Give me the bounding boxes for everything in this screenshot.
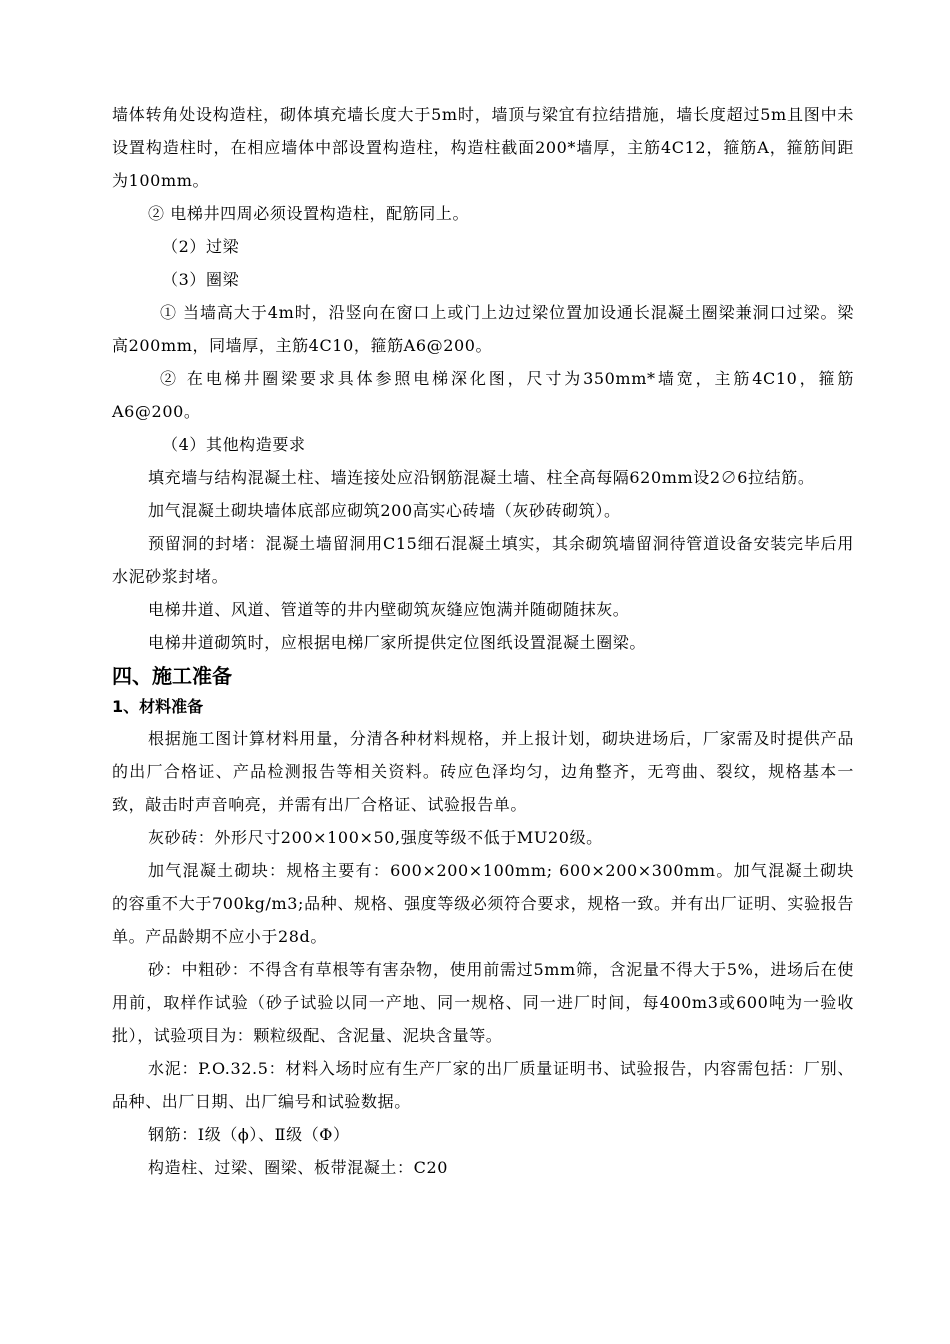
paragraph-shaft-mortar-joints: 电梯井道、风道、管道等的井内壁砌筑灰缝应饱满并随砌随抹灰。: [148, 600, 630, 619]
paragraph-sand: 砂：中粗砂：不得含有草根等有害杂物，使用前需过5mm筛，含泥量不得大于5%，进场后在使用前，取样作试验（砂子试验以同一产地、同一规格、同一进厂时间，每400m3或600吨为一验收批），试验项目为：颗粒级配、含泥量、泥块含量等。: [112, 960, 854, 1045]
paragraph-elevator-shaft-columns: ② 电梯井四周必须设置构造柱，配筋同上。: [148, 204, 470, 223]
paragraph-elevator-shaft-masonry: 电梯井道砌筑时，应根据电梯厂家所提供定位图纸设置混凝土圈梁。: [148, 633, 647, 652]
paragraph-solid-brick-base: 加气混凝土砌块墙体底部应砌筑200高实心砖墙（灰砂砖砌筑）。: [148, 501, 621, 520]
paragraph-hole-sealing: 预留洞的封堵：混凝土墙留洞用C15细石混凝土填实，其余砌筑墙留洞待管道设备安装完毕后用水泥砂浆封堵。: [112, 534, 854, 586]
paragraph-constructional-column: 墙体转角处设构造柱，砌体填充墙长度大于5m时，墙顶与梁宜有拉结措施，墙长度超过5m且图中未设置构造柱时，在相应墙体中部设置构造柱，构造柱截面200*墙厚，主筋4C12，箍筋A，箍筋间距为100mm。: [112, 105, 854, 190]
paragraph-aerated-block: 加气混凝土砌块：规格主要有：600×200×100mm; 600×200×300mm。加气混凝土砌块的容重不大于700kg/m3;品种、规格、强度等级必须符合要求，规格一致。并有出厂证明、实验报告单。产品龄期不应小于28d。: [112, 861, 854, 946]
item-other-requirements: （4）其他构造要求: [162, 435, 306, 454]
paragraph-material-planning: 根据施工图计算材料用量，分清各种材料规格，并上报计划，砌块进场后，厂家需及时提供产品的出厂合格证、产品检测报告等相关资料。砖应色泽均匀，边角整齐，无弯曲、裂纹，规格基本一致，敲击时声音响亮，并需有出厂合格证、试验报告单。: [112, 729, 854, 814]
paragraph-rebar: 钢筋：Ⅰ级（ϕ）、Ⅱ级（Φ）: [148, 1125, 350, 1144]
paragraph-ring-beam-wall-height: ① 当墙高大于4m时，沿竖向在窗口上或门上边过梁位置加设通长混凝土圈梁兼洞口过梁。梁高200mm，同墙厚，主筋4C10，箍筋A6@200。: [112, 303, 854, 355]
paragraph-sand-lime-brick: 灰砂砖：外形尺寸200×100×50,强度等级不低于MU20级。: [148, 828, 603, 847]
paragraph-cement: 水泥：P.O.32.5：材料入场时应有生产厂家的出厂质量证明书、试验报告，内容需包括：厂别、品种、出厂日期、出厂编号和试验数据。: [112, 1059, 854, 1111]
item-lintel: （2）过梁: [162, 237, 240, 256]
paragraph-elevator-ring-beam: ② 在电梯井圈梁要求具体参照电梯深化图，尺寸为350mm*墙宽，主筋4C10，箍筋A6@200。: [112, 369, 854, 421]
paragraph-concrete-grade: 构造柱、过梁、圈梁、板带混凝土：C20: [148, 1158, 449, 1177]
document-page: [112, 98, 854, 1184]
section-heading: 四、施工准备: [112, 664, 232, 688]
item-ring-beam: （3）圈梁: [162, 270, 240, 289]
sub-heading: 1、材料准备: [112, 697, 204, 716]
paragraph-tie-bars: 填充墙与结构混凝土柱、墙连接处应沿钢筋混凝土墙、柱全高每隔620mm设2∅6拉结筋。: [148, 468, 815, 487]
